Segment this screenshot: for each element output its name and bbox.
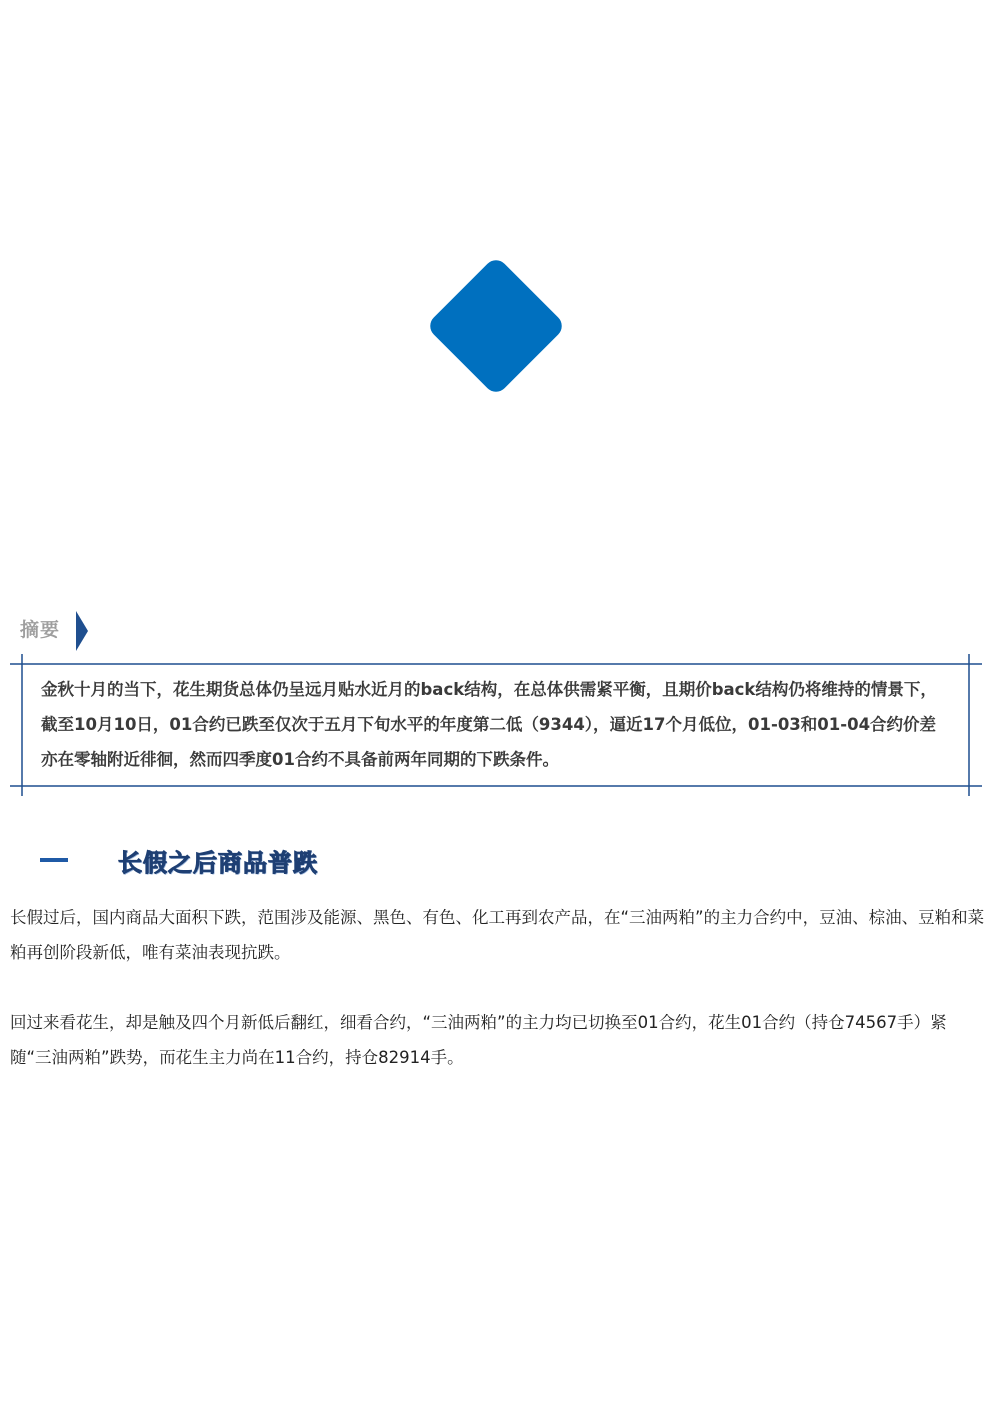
logo-diamond-icon bbox=[426, 256, 566, 396]
section-title: 长假之后商品普跌 bbox=[118, 848, 318, 877]
body-paragraph: 回过来看花生，却是触及四个月新低后翻红，细看合约，“三油两粕”的主力均已切换至01合约，花生01合约（持仓74567手）紧随“三油两粕”跌势，而花生主力尚在11合约，持仓82914手。 bbox=[10, 1013, 947, 1067]
section-number-dash bbox=[40, 858, 68, 862]
section-heading bbox=[40, 842, 318, 878]
body-paragraph: 长假过后，国内商品大面积下跌，范围涉及能源、黑色、有色、化工再到农产品，在“三油两粕”的主力合约中，豆油、棕油、豆粕和菜粕再创阶段新低，唯有菜油表现抗跌。 bbox=[10, 908, 985, 962]
chevron-right-icon bbox=[76, 611, 88, 651]
abstract-text: 金秋十月的当下，花生期货总体仍呈远月贴水近月的back结构，在总体供需紧平衡，且期价back结构仍将维持的情景下，截至10月10日，01合约已跌至仅次于五月下旬水平的年度第二低（9344），逼近17个月低位，01-03和01-04合约价差亦在零轴附近徘徊，然而四季度01合约不具备前两年同期的下跌条件。 bbox=[41, 680, 937, 769]
abstract-label: 摘要 bbox=[20, 619, 61, 641]
